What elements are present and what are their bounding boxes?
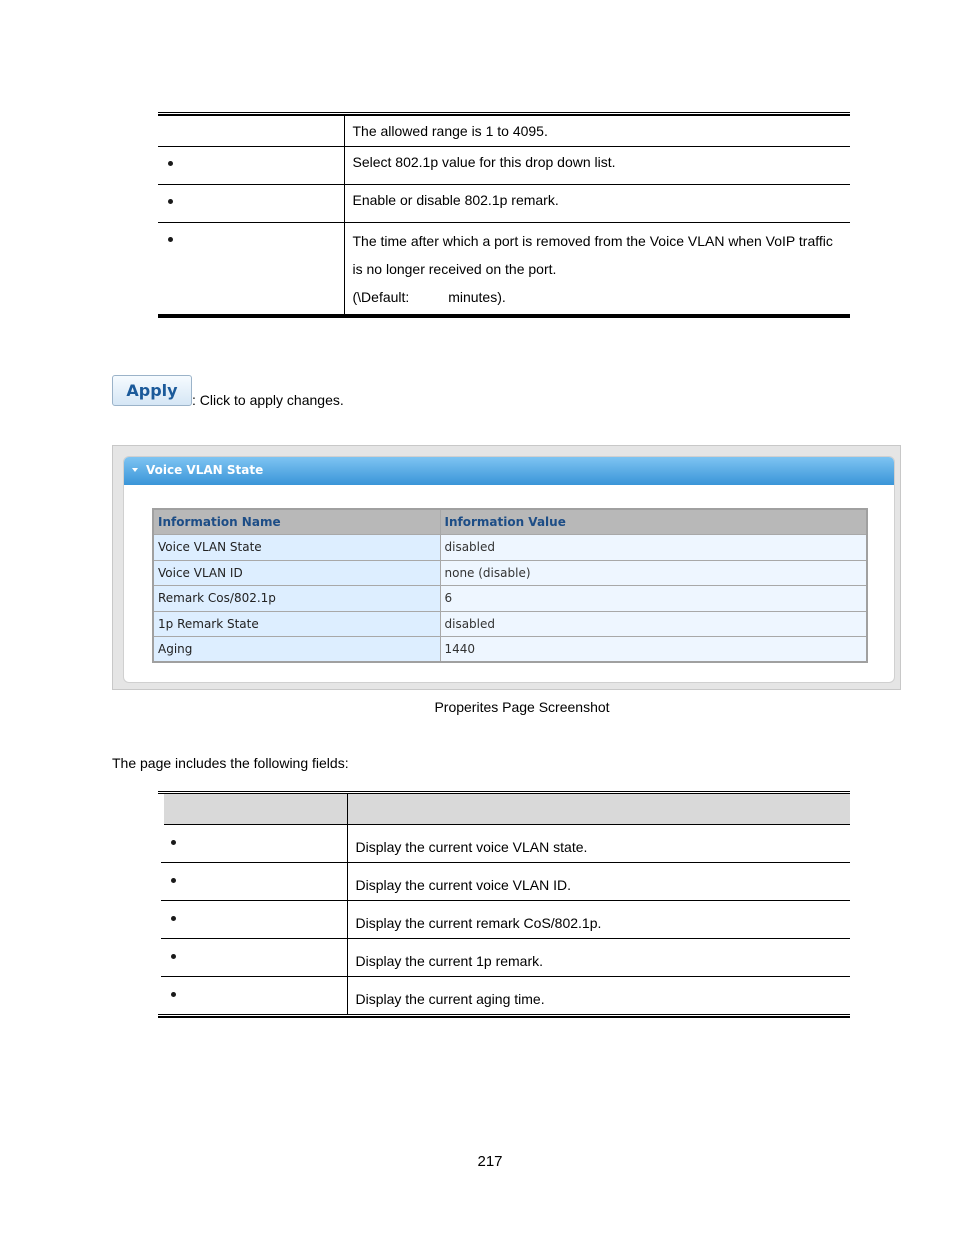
table-row — [158, 185, 850, 223]
table-row — [158, 147, 850, 185]
param-description: Select 802.1p value for this drop down list. — [344, 147, 850, 185]
field-name-cell — [161, 824, 347, 862]
param-description: The allowed range is 1 to 4095. — [344, 116, 850, 147]
intro-paragraph: The page includes the following fields: — [112, 755, 349, 771]
bullet-icon — [171, 840, 176, 845]
field-name-cell — [161, 900, 347, 938]
figure-caption: Properites Page Screenshot — [434, 699, 610, 715]
table-row — [153, 586, 867, 612]
bullet-icon — [171, 878, 176, 883]
voice-vlan-state-panel — [123, 456, 895, 683]
table-row — [153, 611, 867, 637]
header-description — [347, 794, 850, 824]
field-description: Display the current aging time. — [347, 976, 850, 1014]
column-header-name: Information Name — [153, 509, 440, 535]
info-value: none (disable) — [440, 560, 867, 586]
table-row — [161, 862, 850, 900]
table-row — [158, 223, 850, 316]
table-header-row — [153, 509, 867, 535]
bullet-icon — [171, 916, 176, 921]
bullet-icon — [168, 199, 173, 204]
table-row — [161, 976, 850, 1014]
param-name-cell — [158, 223, 344, 316]
field-name-cell — [161, 938, 347, 976]
info-name: 1p Remark State — [153, 611, 440, 637]
param-name-cell — [158, 147, 344, 185]
table-row — [153, 535, 867, 561]
page-number: 217 — [477, 1153, 503, 1170]
table-row — [153, 560, 867, 586]
panel-title: Voice VLAN State — [146, 463, 264, 477]
info-name: Voice VLAN ID — [153, 560, 440, 586]
column-header-value: Information Value — [440, 509, 867, 535]
param-name-cell — [158, 185, 344, 223]
field-description: Display the current 1p remark. — [347, 938, 850, 976]
info-name: Remark Cos/802.1p — [153, 586, 440, 612]
field-description: Display the current voice VLAN state. — [347, 824, 850, 862]
field-description: Display the current remark CoS/802.1p. — [347, 900, 850, 938]
bullet-icon — [168, 237, 173, 242]
information-table — [152, 508, 868, 663]
panel-header[interactable] — [124, 457, 894, 485]
field-name-cell — [161, 862, 347, 900]
field-name-cell — [161, 976, 347, 1014]
table-row — [153, 637, 867, 663]
table-row — [161, 900, 850, 938]
info-value: disabled — [440, 535, 867, 561]
fields-table — [158, 794, 850, 1015]
bullet-icon — [168, 161, 173, 166]
collapse-triangle-icon — [132, 468, 138, 472]
apply-description: : Click to apply changes. — [192, 392, 344, 408]
table-row — [158, 116, 850, 147]
parameter-table — [158, 116, 850, 316]
info-name: Voice VLAN State — [153, 535, 440, 561]
info-value: 1440 — [440, 637, 867, 663]
bullet-icon — [171, 992, 176, 997]
table-row — [161, 824, 850, 862]
header-object — [161, 794, 347, 824]
top-table-bottom-rule — [158, 314, 850, 318]
info-value: disabled — [440, 611, 867, 637]
param-name-cell — [158, 116, 344, 147]
field-description: Display the current voice VLAN ID. — [347, 862, 850, 900]
screenshot-frame — [112, 445, 901, 690]
info-name: Aging — [153, 637, 440, 663]
param-description: Enable or disable 802.1p remark. — [344, 185, 850, 223]
table-row — [161, 938, 850, 976]
fields-table-bottom-rule — [158, 1014, 850, 1018]
param-description: The time after which a port is removed from the Voice VLAN when VoIP traffic is no longer received on the port. (\Default: minutes). — [344, 223, 850, 316]
apply-button[interactable]: Apply — [112, 375, 192, 406]
table-header-row — [161, 794, 850, 824]
info-value: 6 — [440, 586, 867, 612]
bullet-icon — [171, 954, 176, 959]
